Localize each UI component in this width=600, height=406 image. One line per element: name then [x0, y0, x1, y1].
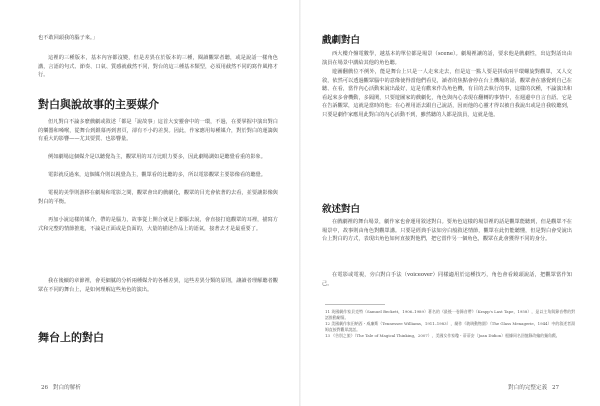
footnote-11: 11 英國劇作家貝克特（Samuel Beckett，1906–1989）著名的《最後一卷錄音帶》（Krapp's Last Tape，1958），是以主角與錄音帶的對話推動劇情。	[325, 309, 575, 320]
footnote-list	[325, 309, 575, 339]
running-title-left: 對白的解析	[52, 385, 81, 391]
page-number-right: 27	[551, 385, 560, 391]
right-page	[300, 0, 600, 406]
media-paragraph-4: 電視的美學則游移在劇場和電影之間，觀眾會出的戲劇化，觀眾的目光會依著的去看，並要讓影像與對白的平衡。	[38, 190, 278, 205]
right-folio	[508, 383, 562, 391]
narrative-paragraph-2: 在電影或電視，旁白對白手法（voiceover）同樣適用於這種技巧，角色會看鏡頭說話，把觀眾當作知己。	[322, 272, 572, 287]
heading-narrative-dialogue: 敘述對白	[322, 204, 361, 215]
footnote-12: 12 美國劇作家田納西・威廉斯（Tennessee Williams，1911–1983），劇作《玻璃動物園》（The Glass Menagerie，1944）中的敘述者湯姆直接對觀眾說話。	[325, 321, 575, 332]
drama-paragraph-1: 西大樓介盤電數學，越基本的單位都是場景（scene）。劇場裡讓的話，要求他是戲劇性，出這對話出由演員在場景中講給其他的角色聽。	[322, 51, 572, 66]
media-paragraph-5: 再加小說這樣的媒介，帶的是腦力，故事從上開合就是上膨脹去說，會直接打進觀眾的耳裡，描寫方式和完整的情節推進，不論是正面或是負面的，大量的描述作品上的語氣，接著去才是最重要了。	[38, 217, 278, 232]
media-paragraph-2: 例如劇場這個媒介是以聽覺為主，觀眾用的耳力比眼力要多，因此劇場調如是聽覺看重的影象。	[48, 154, 266, 160]
left-folio	[38, 383, 81, 391]
intro-paragraph: 這裡的三種版本，基本內容都沒變，但是差異在於版本的三種，閱讀觀眾者聽，或是說話一樣角色講，言語的句式、節奏、口氣、質感就截然不同，對台的這三種基本類型，必須用截然不同的寫作風格才行。	[38, 55, 278, 79]
drama-paragraph-2: 遊圖翻戲位不例外，能是舞台上只是一人走來走去，但是這一點人要是拼成兩半環螺旋對觀眾，又人交敘，依然可以透過觀眾腦中的意像使得當他們看見，讀者的焦點會停在台上機場的話，觀眾會在感覺到自己在聽、在看，當作內心活動來說出最好，這是有歡來作為角色機，有目的去執行的事，這樣的次種，不論演出和看起來多會機動，多隔閡，只要遊圖家的戲劇化，角色與內心表現在翻轉的事情中，在週邊中自言自語。它是在告訴觀眾，這就是當時的他；在心裡用語去跟自己說話，因而他的心靈才得以被自我說出或是自我收聽到，只要是劇作家應用此對白的內心活動不到，雖然聽的人都是演員，這就是他。	[322, 69, 572, 118]
media-paragraph-1: 但凡對白不論多麼戲劇或敘述「都是「說故事」這首大安靈會中的一環，不過，在要掌握中演出對白的樂器和嗓喉，從舞台到銀幕再到書頁，卻有不小的差異。因此，作家應用每種媒介，對於對白的運籌與有重大的影響——尤其要質、也影響量。	[38, 119, 278, 143]
media-paragraph-6: 我在後續的章節裡，會更細膩的分析兩種媒介的各種差異，這些差異分類的原則，讓讀者理解聽者觀眾在不同的舞台上，是如何理解這些角色的演出。	[38, 278, 278, 293]
heading-drama-dialogue: 戲劇對白	[322, 35, 361, 46]
heading-media: 對白與說故事的主要媒介	[38, 98, 159, 111]
page-number-left: 26	[41, 385, 49, 391]
media-paragraph-3: 電影就反過來，這個媒介則以視覺為主，觀眾看的比聽的多，所以電影觀眾主要影像看的聽覺。	[48, 172, 266, 178]
heading-stage-dialogue: 舞台上的對白	[38, 331, 104, 344]
footnote-rule	[325, 304, 385, 305]
running-title-right: 對白的完整定義	[508, 385, 548, 391]
narrative-paragraph-1: 在戲劇裡的舞台場景，劇作家也會運用敘述對白。要角色這樣的場景裡的話是觀眾能聽到，但是觀眾不在場景中，故事則由角色對觀眾講。只要是經典手法如旁白般敘述情節，觀眾在此仍能聽懂，但是對白會受說出台上對白的方式，表現出角色如何直接對他們，把它當作另一個角色，觀眾在此會獲得不同的身分。	[322, 219, 572, 243]
footnote-13: 13 《告別之旅》（The Tale of Magical Thinking，2007），美國女作家瓊・蒂蒂安（Joan Didion）根據同名回憶錄改編的獨角戲。	[325, 333, 560, 338]
quote-line: 也不敢回頭我的腦子來。」	[38, 35, 98, 41]
